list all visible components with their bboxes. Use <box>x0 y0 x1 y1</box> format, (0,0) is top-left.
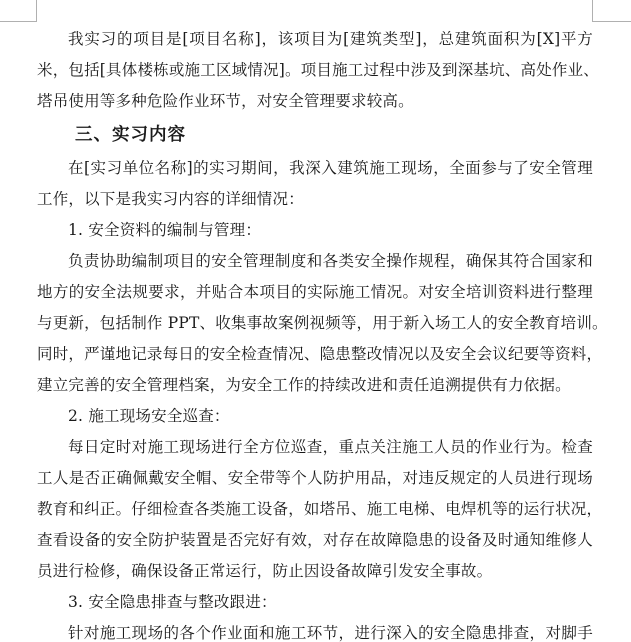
paragraph-line: 员进行检修，确保设备正常运行，防止因设备故障引发安全事故。 <box>37 562 493 580</box>
list-item-title: 1. 安全资料的编制与管理： <box>68 221 262 239</box>
crop-mark-top-left-horizontal <box>0 21 37 22</box>
paragraph-line: 每日定时对施工现场进行全方位巡查，重点关注施工人员的作业行为。检查 <box>68 438 593 456</box>
crop-mark-top-left <box>36 0 37 22</box>
paragraph-line: 负责协助编制项目的安全管理制度和各类安全操作规程，确保其符合国家和 <box>68 252 593 270</box>
paragraph-line: 查看设备的安全防护装置是否完好有效，对存在故障隐患的设备及时通知维修人 <box>37 531 593 549</box>
paragraph-line: 我实习的项目是[项目名称]，该项目为[建筑类型]，总建筑面积为[X]平方 <box>68 30 593 48</box>
crop-mark-top-right-horizontal <box>592 21 631 22</box>
paragraph-line: 在[实习单位名称]的实习期间，我深入建筑施工现场，全面参与了安全管理 <box>68 159 593 177</box>
paragraph-line: 地方的安全法规要求，并贴合本项目的实际施工情况。对安全培训资料进行整理 <box>37 283 593 301</box>
paragraph-line: 针对施工现场的各个作业面和施工环节，进行深入的安全隐患排查，对脚手 <box>68 624 593 642</box>
paragraph-line: 塔吊使用等多种危险作业环节，对安全管理要求较高。 <box>37 92 414 110</box>
paragraph-line: 工人是否正确佩戴安全帽、安全带等个人防护用品，对违反规定的人员进行现场 <box>37 469 593 487</box>
document-body[interactable] <box>37 24 608 642</box>
list-item-title: 3. 安全隐患排查与整改跟进： <box>68 593 277 611</box>
section-heading: 三、实习内容 <box>75 125 186 145</box>
list-item-title: 2. 施工现场安全巡查： <box>68 407 230 425</box>
paragraph-line: 建立完善的安全管理档案，为安全工作的持续改进和责任追溯提供有力依据。 <box>37 376 571 394</box>
paragraph-line: 教育和纠正。仔细检查各类施工设备，如塔吊、施工电梯、电焊机等的运行状况， <box>37 500 603 518</box>
crop-mark-top-right <box>592 0 593 22</box>
paragraph-line: 工作，以下是我实习内容的详细情况： <box>37 190 304 208</box>
paragraph-line: 与更新，包括制作 PPT、收集事故案例视频等，用于新入场工人的安全教育培训。 <box>37 314 608 332</box>
paragraph-line: 米，包括[具体楼栋或施工区域情况]。项目施工过程中涉及到深基坑、高处作业、 <box>37 61 599 79</box>
paragraph-line: 同时，严谨地记录每日的安全检查情况、隐患整改情况以及安全会议纪要等资料， <box>37 345 603 363</box>
